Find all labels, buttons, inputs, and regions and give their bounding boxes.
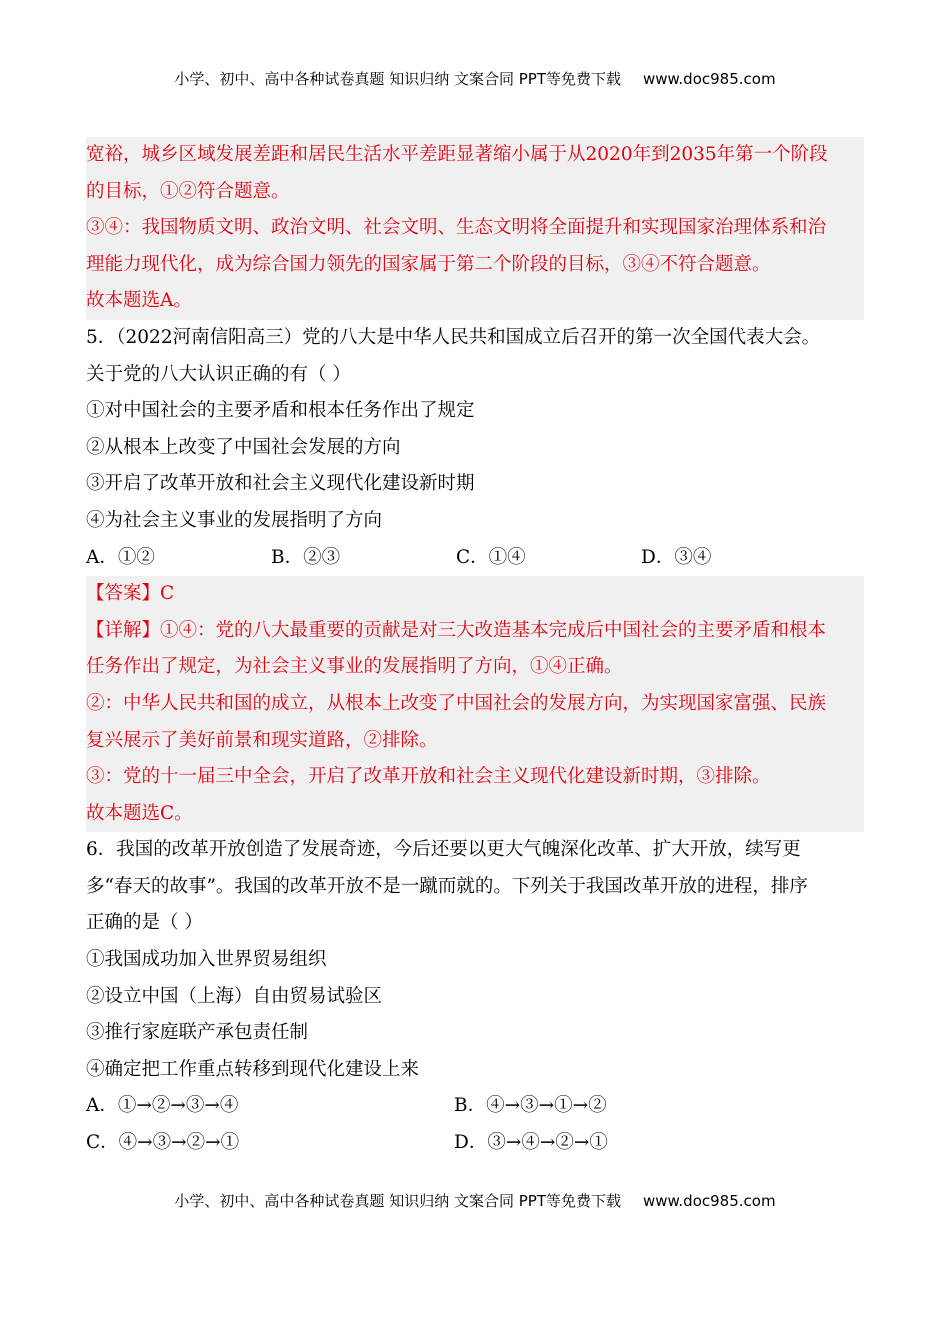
- q5-stem-line: 5．（2022河南信阳高三）党的八大是中华人民共和国成立后召开的第一次全国代表大会。: [86, 326, 821, 348]
- question-5: [86, 320, 864, 576]
- prev-answer-line: 的目标，①②符合题意。: [86, 180, 290, 202]
- q6-option-d: D．③→④→②→①: [454, 1132, 608, 1154]
- prev-answer-block: [86, 137, 864, 320]
- q5-stem-line: 关于党的八大认识正确的有（ ）: [86, 363, 351, 385]
- footer-text: 小学、初中、高中各种试卷真题 知识归纳 文案合同 PPT等免费下载: [174, 1192, 621, 1210]
- q5-answer-line: ③：党的十一届三中全会，开启了改革开放和社会主义现代化建设新时期，③排除。: [86, 766, 771, 788]
- q5-option-d: D．③④: [641, 546, 712, 568]
- q5-answer-line: 【详解】①④：党的八大最重要的贡献是对三大改造基本完成后中国社会的主要矛盾和根本: [86, 619, 827, 641]
- q6-options-row1: [86, 1088, 864, 1125]
- q6-item: ①我国成功加入世界贸易组织: [86, 949, 327, 971]
- q5-item: ②从根本上改变了中国社会发展的方向: [86, 436, 401, 458]
- q5-option-b: B．②③: [271, 546, 341, 568]
- q5-answer-line: 复兴展示了美好前景和现实道路，②排除。: [86, 729, 438, 751]
- prev-answer-line: 故本题选A。: [86, 290, 192, 312]
- q5-answer-line: 任务作出了规定，为社会主义事业的发展指明了方向，①④正确。: [86, 656, 623, 678]
- q5-options: [86, 540, 864, 577]
- header-text: 小学、初中、高中各种试卷真题 知识归纳 文案合同 PPT等免费下载: [174, 70, 621, 88]
- q6-options-row2: [86, 1125, 864, 1162]
- page-header: [0, 68, 950, 89]
- q6-stem-line: 多“春天的故事”。我国的改革开放不是一蹴而就的。下列关于我国改革开放的进程，排序: [86, 875, 808, 897]
- q6-option-c: C．④→③→②→①: [86, 1132, 240, 1154]
- page-footer: [0, 1190, 950, 1211]
- q5-answer-line: ②：中华人民共和国的成立，从根本上改变了中国社会的发展方向，为实现国家富强、民族: [86, 692, 827, 714]
- q5-answer-block: [86, 576, 864, 832]
- q5-option-a: A．①②: [86, 546, 155, 568]
- q6-option-b: B．④→③→①→②: [454, 1095, 607, 1117]
- q6-item: ③推行家庭联产承包责任制: [86, 1022, 309, 1044]
- q5-item: ①对中国社会的主要矛盾和根本任务作出了规定: [86, 400, 475, 422]
- q6-stem-line: 正确的是（ ）: [86, 912, 203, 934]
- q6-option-a: A．①→②→③→④: [86, 1095, 239, 1117]
- header-site: www.doc985.com: [642, 70, 776, 88]
- q5-answer-line: 【答案】C: [86, 583, 175, 605]
- prev-answer-line: ③④：我国物质文明、政治文明、社会文明、生态文明将全面提升和实现国家治理体系和治: [86, 217, 827, 239]
- q5-answer-line: 故本题选C。: [86, 802, 193, 824]
- q6-stem-line: 6．我国的改革开放创造了发展奇迹，今后还要以更大气魄深化改革、扩大开放，续写更: [86, 839, 801, 861]
- q5-item: ④为社会主义事业的发展指明了方向: [86, 509, 383, 531]
- footer-site: www.doc985.com: [642, 1192, 776, 1210]
- question-6: [86, 832, 864, 1161]
- q6-item: ④确定把工作重点转移到现代化建设上来: [86, 1058, 420, 1080]
- q6-item: ②设立中国（上海）自由贸易试验区: [86, 985, 383, 1007]
- q5-option-c: C．①④: [456, 546, 526, 568]
- q5-item: ③开启了改革开放和社会主义现代化建设新时期: [86, 473, 475, 495]
- page-content: [86, 137, 864, 1162]
- prev-answer-line: 宽裕，城乡区域发展差距和居民生活水平差距显著缩小属于从2020年到2035年第一个阶段: [86, 144, 828, 165]
- prev-answer-line: 理能力现代化，成为综合国力领先的国家属于第二个阶段的目标，③④不符合题意。: [86, 253, 771, 275]
